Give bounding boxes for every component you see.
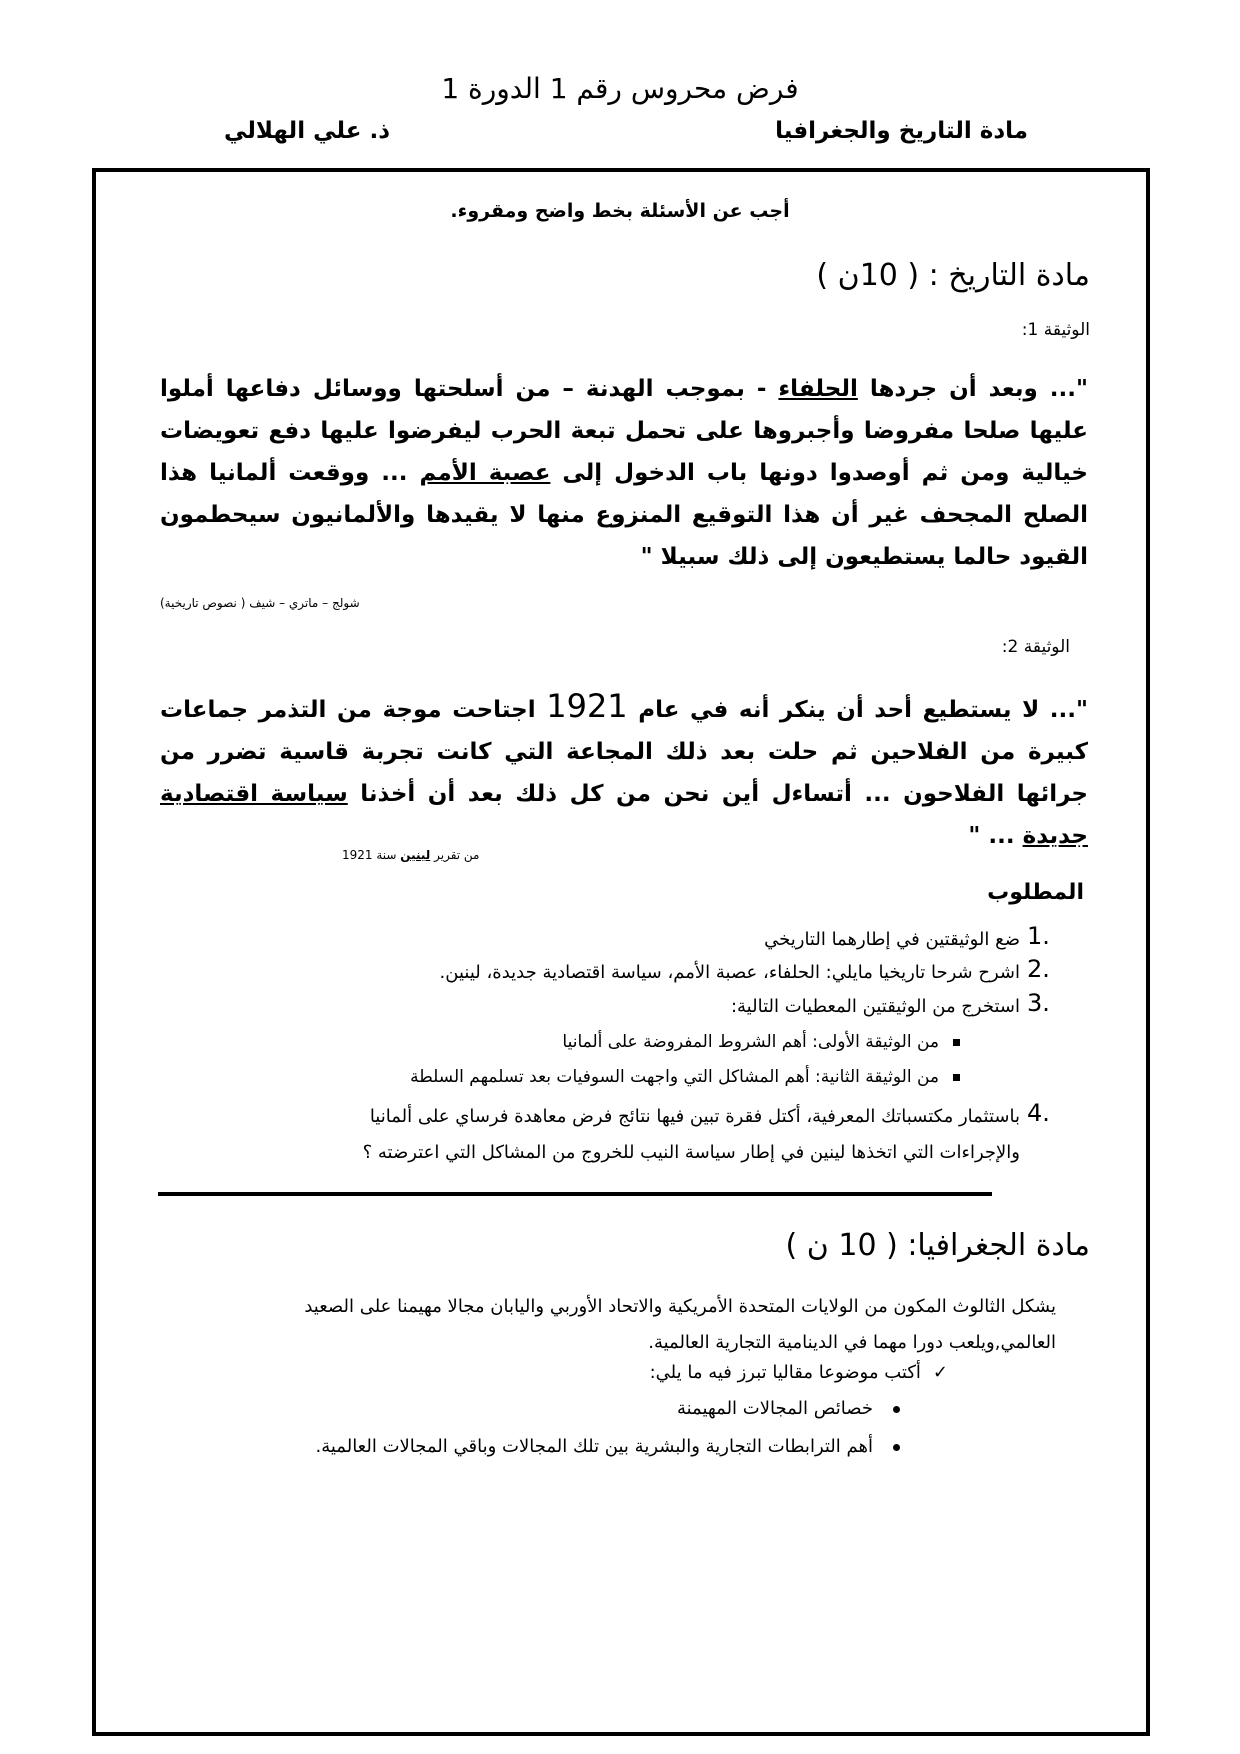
question-4: باستثمار مكتسباتك المعرفية، أكتل فقرة تبين فيها نتائج فرض معاهدة فرساي على ألمانيا [369,1106,1020,1127]
geography-item-1: خصائص المجالات المهيمنة [677,1398,900,1419]
question-1-number: 1. [1027,922,1050,950]
year-1921: 1921 [546,687,628,725]
bullet-dot-icon [893,1444,900,1451]
question-4-number: 4. [1027,1099,1050,1127]
q3-item-2: من الوثيقة الثانية: أهم المشاكل التي واجهت السوفيات بعد تسلمهم السلطة [410,1067,960,1087]
instruction: أجب عن الأسئلة بخط واضح ومقروء. [450,200,790,222]
question-2: اشرح شرحا تاريخيا مايلي: الحلفاء، عصبة الأمم، سياسة اقتصادية جديدة، لينين. [439,962,1020,983]
geography-intro: يشكل الثالوث المكون من الولايات المتحدة الأمريكية والاتحاد الأوربي واليابان مجالا مهيمنا على الصعيد العالمي,ويلعب دورا مهما في الدينامية التجارية العالمية. [304,1296,1056,1353]
doc1-label: الوثيقة 1: [1021,320,1090,340]
geography-section-title: مادة الجغرافيا: ( 10 ن ) [785,1228,1090,1263]
question-3-number: 3. [1027,989,1050,1017]
term-nep: سياسة اقتصادية جديدة [160,781,1088,849]
term-allies: الحلفاء [778,376,858,402]
subject-header: مادة التاريخ والجغرافيا [775,118,1028,144]
page-title: فرض محروس رقم 1 الدورة 1 [441,72,799,105]
question-1: ضع الوثيقتين في إطارهما التاريخي [764,929,1020,950]
geography-task: ✓أكتب موضوعا مقاليا تبرز فيه ما يلي: [649,1362,948,1383]
doc1-text: "... وبعد أن جردها الحلفاء - بموجب الهدنة – من أسلحتها ووسائل دفاعها أملوا عليها صلحا مفروضا وأجبروها على تحمل تبعة الحرب ليفرضوا عليها دفع تعويضات خيالية ومن ثم أوصدوا دونها باب الدخول إلى عصبة الأمم ... ووقعت ألمانيا هذا الصلح المجحف غير أن هذا التوقيع المنزوع منها لا يقيدها والألمانيون سيحطمون القيود حالما يستطيعون إلى ذلك سبيلا " [160,376,1089,570]
check-icon: ✓ [932,1362,948,1383]
term-league-of-nations: عصبة الأمم [419,460,551,486]
section-divider [158,1192,992,1196]
doc2-label: الوثيقة 2: [1001,637,1070,657]
square-bullet-icon [953,1039,960,1046]
teacher-name: ذ. علي الهلالي [224,118,390,144]
square-bullet-icon [953,1074,960,1081]
question-4-continuation: والإجراءات التي اتخذها لينين في إطار سياسة النيب للخروج من المشاكل التي اعترضته ؟ [362,1142,1020,1163]
question-3: استخرج من الوثيقتين المعطيات التالية: [730,996,1020,1017]
question-2-number: 2. [1027,955,1050,983]
doc1-source: شولج – ماتري – شيف ( نصوص تاريخية) [160,596,360,610]
history-section-title: مادة التاريخ : ( 10ن ) [816,258,1090,293]
geography-item-2: أهم الترابطات التجارية والبشرية بين تلك المجالات وباقي المجالات العالمية. [316,1436,901,1457]
q3-item-1: من الوثيقة الأولى: أهم الشروط المفروضة على ألمانيا [562,1032,960,1052]
bullet-dot-icon [893,1406,900,1413]
doc2-text: "... لا يستطيع أحد أن ينكر أنه في عام 1921 اجتاحت موجة من التذمر جماعات كبيرة من الفلاحين ثم حلت بعد ذلك المجاعة التي كانت تجربة قاسية تضرر من جرائها الفلاحون ... أتساءل أين نحن من كل ذلك بعد أن أخذنا سياسة اقتصادية جديدة ... " [160,687,1089,849]
doc2-source: من تقرير لينين سنة 1921 [342,848,480,862]
required-title: المطلوب [987,880,1084,905]
